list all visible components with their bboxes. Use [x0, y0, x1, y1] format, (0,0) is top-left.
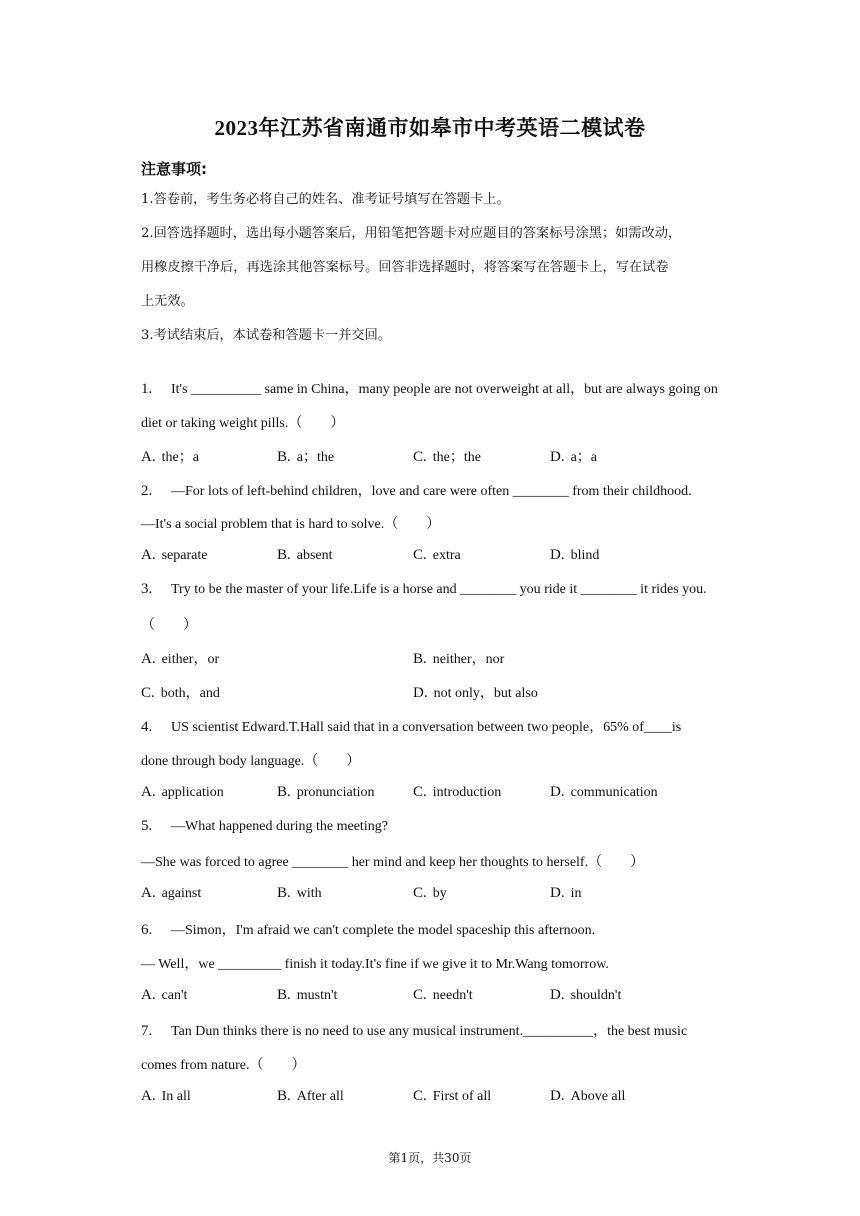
- option-letter: C.: [413, 987, 427, 1003]
- option-letter: D.: [413, 685, 428, 701]
- option-d[interactable]: [550, 987, 621, 1004]
- option-text: absent: [296, 548, 333, 563]
- option-c[interactable]: [413, 987, 473, 1004]
- question-text: （ ）: [141, 618, 197, 633]
- option-c[interactable]: [413, 547, 461, 564]
- option-text: introduction: [432, 785, 502, 800]
- option-text: with: [296, 886, 322, 901]
- option-text: by: [432, 886, 447, 901]
- option-letter: C.: [413, 885, 427, 901]
- option-a[interactable]: [141, 784, 224, 801]
- option-text: blind: [570, 548, 600, 563]
- option-letter: C.: [413, 449, 427, 465]
- notice-item: 3.考试结束后，本试卷和答题卡一并交回。: [141, 328, 391, 343]
- question-text: diet or taking weight pills.（ ）: [141, 416, 345, 431]
- option-letter: B.: [277, 449, 291, 465]
- question-4-stem: [141, 716, 681, 736]
- question-number: 6.: [141, 922, 153, 938]
- option-a[interactable]: [141, 1088, 191, 1105]
- option-text: the；the: [432, 450, 481, 465]
- question-number: 1.: [141, 381, 153, 397]
- option-a[interactable]: [141, 547, 207, 564]
- question-text: done through body language.（ ）: [141, 754, 361, 769]
- option-d[interactable]: [550, 1088, 625, 1105]
- option-text: communication: [570, 785, 658, 800]
- notice-item: 上无效。: [141, 294, 194, 309]
- option-letter: D.: [550, 987, 565, 1003]
- option-text: Above all: [570, 1089, 626, 1104]
- notice-heading: 注意事项:: [141, 160, 207, 178]
- option-letter: B.: [277, 784, 291, 800]
- option-letter: A.: [141, 449, 156, 465]
- option-text: After all: [296, 1089, 344, 1104]
- question-number: 2.: [141, 483, 153, 499]
- option-b[interactable]: [277, 784, 375, 801]
- option-text: either，or: [161, 652, 220, 667]
- option-letter: C.: [141, 685, 155, 701]
- question-5-stem: [141, 818, 388, 835]
- question-text: —What happened during the meeting?: [171, 819, 388, 834]
- option-text: In all: [161, 1089, 191, 1104]
- option-a[interactable]: [141, 885, 201, 902]
- option-letter: A.: [141, 885, 156, 901]
- question-text: Tan Dun thinks there is no need to use any musical instrument.__________，the best music: [171, 1024, 688, 1039]
- option-d[interactable]: [413, 682, 538, 702]
- option-letter: D.: [550, 547, 565, 563]
- option-a[interactable]: [141, 648, 219, 668]
- option-letter: B.: [413, 651, 427, 667]
- option-c[interactable]: [141, 682, 220, 702]
- option-text: mustn't: [296, 988, 338, 1003]
- option-letter: B.: [277, 987, 291, 1003]
- option-text: can't: [161, 988, 188, 1003]
- question-number: 4.: [141, 719, 153, 735]
- page-title: 2023年江苏省南通市如皋市中考英语二模试卷: [214, 116, 646, 140]
- option-text: in: [570, 886, 582, 901]
- option-letter: D.: [550, 784, 565, 800]
- question-text: —For lots of left-behind children，love and care were often ________ from their childhood.: [171, 484, 692, 499]
- option-d[interactable]: [550, 446, 597, 466]
- question-2-stem: [141, 480, 692, 500]
- option-text: both，and: [160, 686, 220, 701]
- option-b[interactable]: [277, 547, 333, 564]
- option-letter: D.: [550, 885, 565, 901]
- question-1-stem: [141, 378, 718, 398]
- option-text: pronunciation: [296, 785, 375, 800]
- option-b[interactable]: [277, 1088, 344, 1105]
- option-letter: C.: [413, 1088, 427, 1104]
- option-text: a；the: [296, 450, 335, 465]
- option-letter: A.: [141, 987, 156, 1003]
- option-a[interactable]: [141, 987, 187, 1004]
- option-c[interactable]: [413, 885, 447, 902]
- notice-item: 2.回答选择题时，选出每小题答案后，用铅笔把答题卡对应题目的答案标号涂黑；如需改动，: [141, 226, 682, 241]
- option-letter: B.: [277, 547, 291, 563]
- question-number: 3.: [141, 581, 153, 597]
- question-text: —She was forced to agree ________ her mind and keep her thoughts to herself.（ ）: [141, 855, 645, 870]
- option-letter: B.: [277, 1088, 291, 1104]
- page-footer: 第1页，共30页: [388, 1151, 472, 1165]
- question-text: US scientist Edward.T.Hall said that in a conversation between two people，65% of____is: [171, 720, 682, 735]
- option-text: not only，but also: [433, 686, 538, 701]
- option-letter: C.: [413, 784, 427, 800]
- option-b[interactable]: [277, 885, 322, 902]
- option-letter: A.: [141, 784, 156, 800]
- question-6-stem: [141, 919, 595, 939]
- option-b[interactable]: [277, 987, 337, 1004]
- option-letter: D.: [550, 1088, 565, 1104]
- question-text: comes from nature.（ ）: [141, 1058, 306, 1073]
- option-b[interactable]: [277, 446, 334, 466]
- option-a[interactable]: [141, 446, 199, 466]
- option-letter: C.: [413, 547, 427, 563]
- notice-item: 1.答卷前，考生务必将自己的姓名、准考证号填写在答题卡上。: [141, 192, 510, 207]
- option-text: application: [161, 785, 224, 800]
- option-c[interactable]: [413, 1088, 491, 1105]
- option-letter: A.: [141, 1088, 156, 1104]
- option-text: needn't: [432, 988, 473, 1003]
- question-number: 5.: [141, 818, 153, 834]
- option-d[interactable]: [550, 547, 599, 564]
- option-c[interactable]: [413, 784, 501, 801]
- option-text: against: [161, 886, 202, 901]
- option-text: the；a: [161, 450, 199, 465]
- option-letter: A.: [141, 547, 156, 563]
- option-text: a；a: [570, 450, 598, 465]
- option-text: separate: [161, 548, 208, 563]
- option-text: shouldn't: [570, 988, 622, 1003]
- question-text: — Well，we _________ finish it today.It's fine if we give it to Mr.Wang tomorrow.: [141, 957, 609, 972]
- option-letter: B.: [277, 885, 291, 901]
- question-7-stem: [141, 1020, 687, 1040]
- option-text: neither，nor: [432, 652, 505, 667]
- option-text: extra: [432, 548, 461, 563]
- question-text: It's __________ same in China，many people are not overweight at all，but are always going on: [171, 382, 718, 397]
- question-text: —Simon，I'm afraid we can't complete the model spaceship this afternoon.: [171, 923, 596, 938]
- option-text: First of all: [432, 1089, 492, 1104]
- option-letter: D.: [550, 449, 565, 465]
- question-3-stem: [141, 581, 707, 598]
- question-number: 7.: [141, 1023, 153, 1039]
- question-text: Try to be the master of your life.Life is a horse and ________ you ride it ________ it rides you.: [171, 582, 707, 597]
- option-d[interactable]: [550, 784, 658, 801]
- option-c[interactable]: [413, 446, 481, 466]
- question-text: —It's a social problem that is hard to solve.（ ）: [141, 517, 441, 532]
- notice-item: 用橡皮擦干净后，再选涂其他答案标号。回答非选择题时，将答案写在答题卡上，写在试卷: [141, 260, 669, 275]
- option-b[interactable]: [413, 648, 504, 668]
- option-d[interactable]: [550, 885, 581, 902]
- option-letter: A.: [141, 651, 156, 667]
